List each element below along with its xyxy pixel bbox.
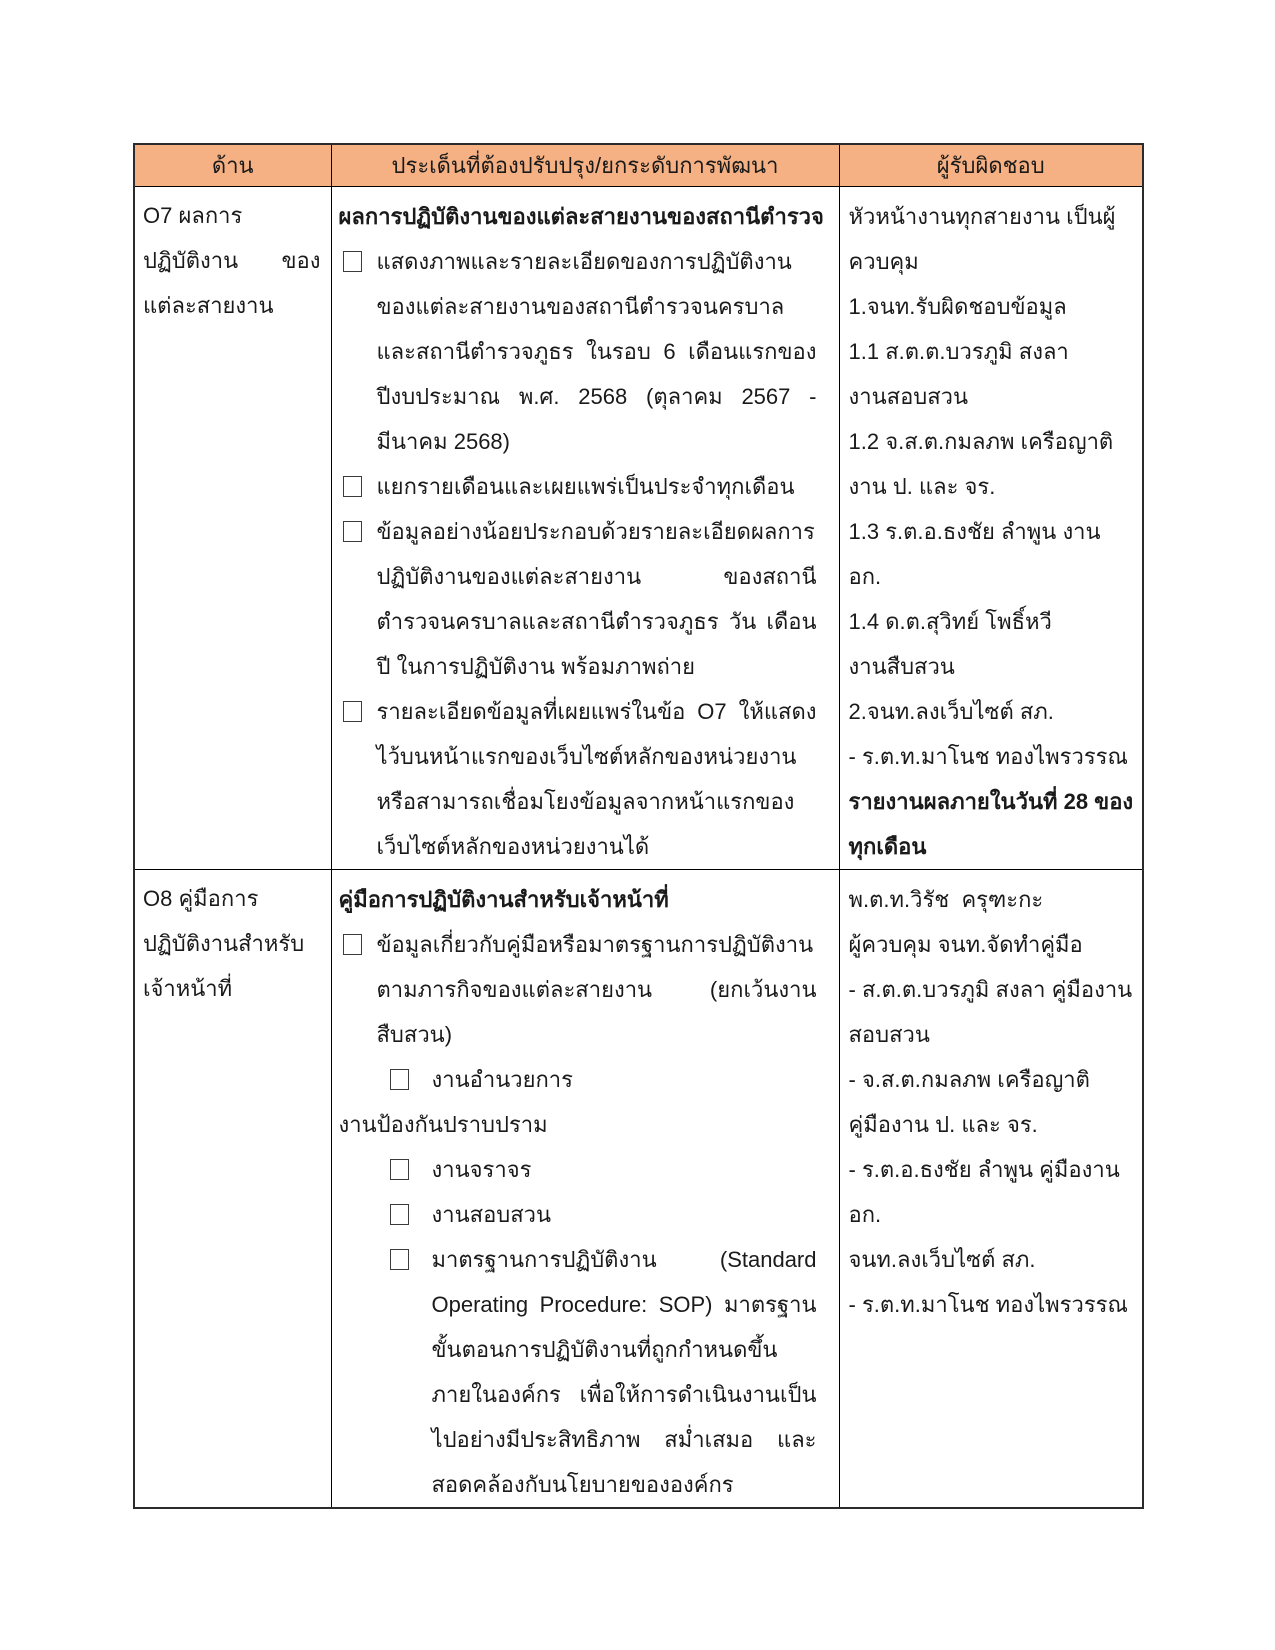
checklist-item — [332, 239, 829, 464]
checklist-subitem — [332, 1057, 829, 1102]
checklist-item-text: งานจราจร — [431, 1157, 532, 1182]
checkbox-icon — [390, 1069, 409, 1090]
checkbox-icon — [343, 476, 362, 497]
checklist-item-text: แยกรายเดือนและเผยแพร่เป็นประจำทุกเดือน — [376, 474, 795, 499]
header-cell-aspect: ด้าน — [134, 144, 331, 187]
responsible-cell-o8 — [839, 870, 1143, 1509]
checklist-item-text: รายละเอียดข้อมูลที่เผยแพร่ในข้อ O7 ให้แสดงไว้บนหน้าแรกของเว็บไซต์หลักของหน่วยงานหรือสามารถเชื่อมโยงข้อมูลจากหน้าแรกของเว็บไซต์หลักของหน่วยงานได้ — [376, 699, 817, 859]
checkbox-icon — [343, 701, 362, 722]
header-cell-issues: ประเด็นที่ต้องปรับปรุง/ยกระดับการพัฒนา — [331, 144, 839, 187]
responsible-line: ควบคุม — [848, 249, 919, 274]
responsible-cell-o7 — [839, 187, 1143, 870]
checklist-item-text: ข้อมูลเกี่ยวกับคู่มือหรือมาตรฐานการปฏิบัติงานตามภารกิจของแต่ละสายงาน (ยกเว้นงานสืบสวน) — [376, 932, 817, 1047]
table-row-o8 — [134, 870, 1143, 1509]
responsible-line: จนท.ลงเว็บไซต์ สภ. — [848, 1247, 1036, 1272]
responsible-line: 1.1 ส.ต.ต.บวรภูมิ สงลา — [848, 339, 1069, 364]
issues-cell-o8 — [331, 870, 839, 1509]
responsible-line: หัวหน้างานทุกสายงาน เป็นผู้ — [848, 204, 1116, 229]
responsible-line: - ร.ต.ท.มาโนช ทองไพรวรรณ — [848, 744, 1128, 769]
checkbox-icon — [343, 934, 362, 955]
checklist-item-text: ข้อมูลอย่างน้อยประกอบด้วยรายละเอียดผลการปฏิบัติงานของแต่ละสายงาน ของสถานีตำรวจนครบาลและสถานีตำรวจภูธร วัน เดือน ปี ในการปฏิบัติงาน พร้อมภาพถ่าย — [376, 519, 817, 679]
aspect-cell-o8 — [134, 870, 331, 1509]
header-cell-responsible: ผู้รับผิดชอบ — [839, 144, 1143, 187]
issues-cell-o7 — [331, 187, 839, 870]
checklist-plain-item: งานป้องกันปราบปราม — [338, 1112, 548, 1137]
issues-section-title: คู่มือการปฏิบัติงานสำหรับเจ้าหน้าที่ — [338, 887, 669, 912]
checkbox-icon — [390, 1249, 409, 1270]
responsible-line: - ส.ต.ต.บวรภูมิ สงลา คู่มืองาน — [848, 977, 1133, 1002]
checkbox-icon — [390, 1159, 409, 1180]
checklist-item-text: มาตรฐานการปฏิบัติงาน (Standard Operating Procedure: SOP) มาตรฐานขั้นตอนการปฏิบัติงานที่ถูกกำหนดขึ้นภายในองค์กร เพื่อให้การดำเนินงานเป็นไปอย่างมีประสิทธิภาพ สม่ำเสมอ และสอดคล้องกับนโยบายขององค์กร — [431, 1247, 817, 1497]
responsible-line: - ร.ต.ท.มาโนช ทองไพรวรรณ — [848, 1292, 1128, 1317]
aspect-line: O7 ผลการ — [143, 203, 243, 228]
responsible-line: งานสืบสวน — [848, 654, 955, 679]
table-row-o7 — [134, 187, 1143, 870]
aspect-line: ปฏิบัติงานสำหรับ — [143, 931, 305, 956]
responsible-line: 1.2 จ.ส.ต.กมลภพ เครือญาติ — [848, 429, 1114, 454]
checkbox-icon — [343, 251, 362, 272]
checklist-item — [332, 922, 829, 1057]
checklist-item-text: งานอำนวยการ — [431, 1067, 573, 1092]
responsible-line: 1.จนท.รับผิดชอบข้อมูล — [848, 294, 1067, 319]
issues-section-title: ผลการปฏิบัติงานของแต่ละสายงานของสถานีตำรวจ — [338, 204, 824, 229]
aspect-line: O8 คู่มือการ — [143, 886, 259, 911]
aspect-line: แต่ละสายงาน — [143, 293, 274, 318]
responsible-deadline-line: ทุกเดือน — [848, 834, 927, 859]
responsible-line: - จ.ส.ต.กมลภพ เครือญาติ — [848, 1067, 1090, 1092]
assessment-table — [133, 143, 1144, 1509]
responsible-line: 2.จนท.ลงเว็บไซต์ สภ. — [848, 699, 1054, 724]
responsible-line: 1.4 ด.ต.สุวิทย์ โพธิ์หวี — [848, 609, 1052, 634]
responsible-deadline-line: รายงานผลภายในวันที่ 28 ของ — [848, 789, 1134, 814]
aspect-line: ปฏิบัติงาน ของ — [143, 248, 321, 273]
checkbox-icon — [390, 1204, 409, 1225]
checklist-item-text: งานสอบสวน — [431, 1202, 552, 1227]
responsible-line: อก. — [848, 1202, 882, 1227]
responsible-line: คู่มืองาน ป. และ จร. — [848, 1112, 1038, 1137]
aspect-line: เจ้าหน้าที่ — [143, 976, 233, 1001]
checkbox-icon — [343, 521, 362, 542]
checklist-item-text: แสดงภาพและรายละเอียดของการปฏิบัติงานของแต่ละสายงานของสถานีตำรวจนครบาลและสถานีตำรวจภูธร ในรอบ 6 เดือนแรกของปีงบประมาณ พ.ศ. 2568 (ตุลาคม 2567 - มีนาคม 2568) — [376, 249, 817, 454]
responsible-line: งาน ป. และ จร. — [848, 474, 996, 499]
table-header-row — [134, 144, 1143, 187]
responsible-line: - ร.ต.อ.ธงชัย ลำพูน คู่มืองาน — [848, 1157, 1120, 1182]
responsible-line: ผู้ควบคุม จนท.จัดทำคู่มือ — [848, 932, 1083, 957]
checklist-subitem — [332, 1192, 829, 1237]
responsible-line: พ.ต.ท.วิรัช ครุฑะกะ — [848, 887, 1044, 912]
checklist-item — [332, 689, 829, 869]
checklist-subitem — [332, 1147, 829, 1192]
aspect-cell-o7 — [134, 187, 331, 870]
checklist-item — [332, 509, 829, 689]
responsible-line: 1.3 ร.ต.อ.ธงชัย ลำพูน งาน อก. — [848, 519, 1107, 589]
checklist-item — [332, 464, 829, 509]
responsible-line: งานสอบสวน — [848, 384, 969, 409]
checklist-subitem — [332, 1237, 829, 1507]
responsible-line: สอบสวน — [848, 1022, 930, 1047]
